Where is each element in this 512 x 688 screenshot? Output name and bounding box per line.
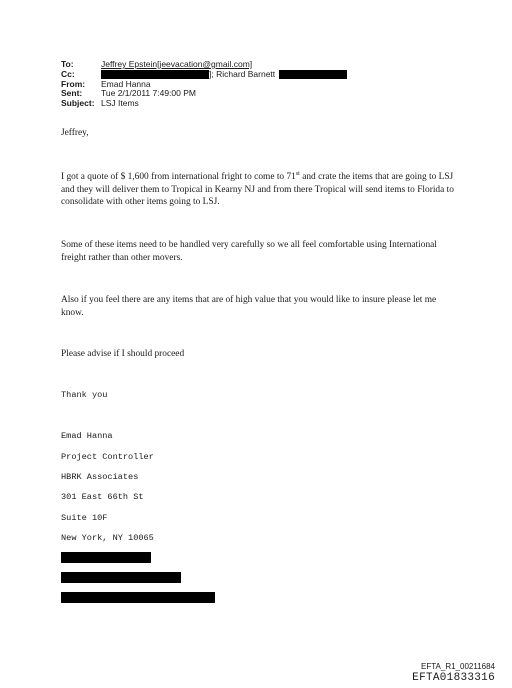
signature-name: Emad Hanna <box>61 431 113 441</box>
greeting: Jeffrey, <box>61 128 89 138</box>
paragraph-insure: Also if you feel there are any items that are of high value that you would like to insure please let me know. <box>61 295 437 318</box>
signature-suite: Suite 10F <box>61 513 108 523</box>
signature-thanks: Thank you <box>61 390 108 400</box>
signature-street: 301 East 66th St <box>61 492 144 502</box>
paragraph-advise: Please advise if I should proceed <box>61 349 185 359</box>
signature-city: New York, NY 10065 <box>61 533 154 543</box>
sent-label: Sent: <box>61 88 83 99</box>
paragraph-handling: Some of these items need to be handled very carefully so we all feel comfortable using International freight rather than other movers. <box>61 240 437 263</box>
signature-company: HBRK Associates <box>61 472 139 482</box>
footer-id-2: EFTA01833316 <box>412 672 495 684</box>
paragraph-quote-b: and crate the items that are going to LSJ and they will deliver them to Tropical in Kearny NJ and from there Tropical will send items to Florida to consolidate with other items going to LSJ. <box>61 172 454 207</box>
paragraph-quote-sup: st <box>295 170 300 177</box>
paragraph-quote-a: I got a quote of $ 1,600 from international fright to come to 71 <box>61 172 296 182</box>
signature-redaction-3 <box>61 592 215 603</box>
signature-title: Project Controller <box>61 452 154 462</box>
to-row <box>61 60 347 70</box>
paragraph-quote <box>61 171 461 209</box>
from-value: Emad Hanna <box>101 78 151 89</box>
subject-value: LSJ Items <box>101 98 139 109</box>
subject-row <box>61 99 347 109</box>
signature-redaction-1 <box>61 552 151 563</box>
signature-redaction-2 <box>61 572 181 583</box>
subject-label: Subject: <box>61 98 95 109</box>
to-value: Jeffrey Epstein[jeevacation@gmail.com] <box>101 59 253 69</box>
sent-value: Tue 2/1/2011 7:49:00 PM <box>101 88 196 99</box>
footer-id-1: EFTA_R1_00211684 <box>421 662 495 671</box>
to-label: To: <box>61 59 74 69</box>
cc-value: ]; Richard Barnett <box>209 68 276 79</box>
from-label: From: <box>61 78 86 89</box>
cc-redaction-2 <box>279 70 347 79</box>
email-header <box>61 60 347 109</box>
cc-redaction <box>101 70 209 79</box>
cc-label: Cc: <box>61 68 75 79</box>
